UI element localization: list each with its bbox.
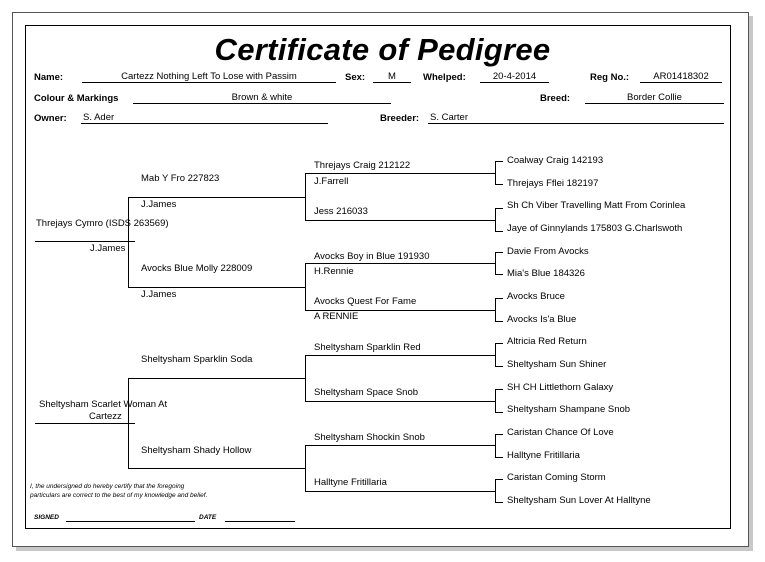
line-ds-bracket [305,355,306,401]
line-sdd-bracket [495,298,496,321]
sex-label: Sex: [345,72,366,83]
tick [495,389,503,390]
g4-3: Sh Ch Viber Travelling Matt From Corinlea [507,200,686,211]
g4-2: Threjays Fflei 182197 [507,178,599,189]
whelped-label: Whelped: [423,72,466,83]
g4-16: Sheltysham Sun Lover At Halltyne [507,495,651,506]
g4-9: Altricia Red Return [507,336,587,347]
line-sds [305,263,495,264]
ssd-name: Jess 216033 [314,206,368,217]
g4-15: Caristan Coming Storm [507,472,606,483]
certificate-title: Certificate of Pedigree [214,32,551,67]
sds-name: Avocks Boy in Blue 191930 [314,251,430,262]
reg-no-field: AR01418302 [640,71,722,83]
breed-field: Border Collie [585,92,724,104]
line-ssd [305,220,495,221]
date-label: DATE [199,514,217,521]
breeder-label: Breeder: [380,113,420,124]
line-dsd [305,401,495,402]
tick [495,274,503,275]
line-ssd-bracket [495,208,496,231]
owner-field: S. Ader [81,112,328,124]
sdd-name: Avocks Quest For Fame [314,296,417,307]
line-dss [305,355,495,356]
breeder-field: S. Carter [428,112,724,124]
tick [495,321,503,322]
sire-name: Threjays Cymro (ISDS 263569) [36,218,169,229]
ddd-name: Halltyne Fritillaria [314,477,387,488]
line-dsd-bracket [495,389,496,412]
line-ss [128,197,305,198]
line-sd [128,287,305,288]
dds-name: Sheltysham Shockin Snob [314,432,425,443]
g4-10: Sheltysham Sun Shiner [507,359,607,370]
line-dds [305,445,495,446]
certify-line-1: I, the undersigned do hereby certify that the foregoing [30,483,185,490]
name-label: Name: [34,72,64,83]
g4-8: Avocks Is'a Blue [507,314,577,325]
dss-name: Sheltysham Sparklin Red [314,342,421,353]
colour-label: Colour & Markings [34,93,119,104]
tick [495,412,503,413]
g4-14: Halltyne Fritillaria [507,450,580,461]
line-sss [305,173,495,174]
colour-field: Brown & white [133,92,391,104]
line-ddd [305,491,495,492]
tick [495,161,503,162]
tick [495,343,503,344]
line-dss-bracket [495,343,496,366]
ds-name: Sheltysham Sparklin Soda [141,354,253,365]
sire-breeder: J.James [90,243,126,254]
dam-name: Sheltysham Scarlet Woman At [39,399,168,410]
sss-breeder: J.Farrell [314,176,349,187]
tick [495,184,503,185]
g4-11: SH CH Littlethorn Galaxy [507,382,614,393]
g4-6: Mia's Blue 184326 [507,268,585,279]
sd-name: Avocks Blue Molly 228009 [141,263,253,274]
owner-label: Owner: [34,113,67,124]
g4-4: Jaye of Ginnylands 175803 G.Charlswoth [507,223,683,234]
signature-line [66,521,195,522]
line-dam [35,423,135,424]
tick [495,208,503,209]
name-field: Cartezz Nothing Left To Lose with Passim [82,71,336,83]
ss-name: Mab Y Fro 227823 [141,173,220,184]
line-sire [35,241,135,242]
line-sds-bracket [495,252,496,274]
breed-label: Breed: [540,93,571,104]
dam-name-cont: Cartezz [89,411,122,422]
date-line [225,521,295,522]
signed-label: SIGNED [34,514,59,521]
tick [495,434,503,435]
ss-breeder: J.James [141,199,177,210]
reg-no-label: Reg No.: [590,72,630,83]
g4-12: Sheltysham Shampane Snob [507,404,631,415]
line-dds-bracket [495,434,496,457]
certify-line-2: particulars are correct to the best of my knowledge and belief. [30,492,208,499]
tick [495,231,503,232]
sdd-breeder: A RENNIE [314,311,359,322]
line-sd-bracket [305,263,306,310]
line-dam-bracket [128,378,129,468]
g4-13: Caristan Chance Of Love [507,427,614,438]
sds-breeder: H.Rennie [314,266,354,277]
g4-1: Coalway Craig 142193 [507,155,604,166]
g4-7: Avocks Bruce [507,291,565,302]
tick [495,252,503,253]
dsd-name: Sheltysham Space Snob [314,387,419,398]
whelped-field: 20-4-2014 [480,71,549,83]
tick [495,457,503,458]
line-ss-bracket [305,173,306,220]
line-sss-bracket [495,161,496,184]
line-sire-bracket [128,197,129,287]
tick [495,298,503,299]
sss-name: Threjays Craig 212122 [314,160,411,171]
g4-5: Davie From Avocks [507,246,589,257]
tick [495,479,503,480]
tick [495,366,503,367]
line-ddd-bracket [495,479,496,502]
sd-breeder: J.James [141,289,177,300]
line-ds [128,378,305,379]
dd-name: Sheltysham Shady Hollow [141,445,252,456]
tick [495,502,503,503]
line-dd [128,468,305,469]
sex-field: M [373,71,411,83]
line-dd-bracket [305,445,306,491]
